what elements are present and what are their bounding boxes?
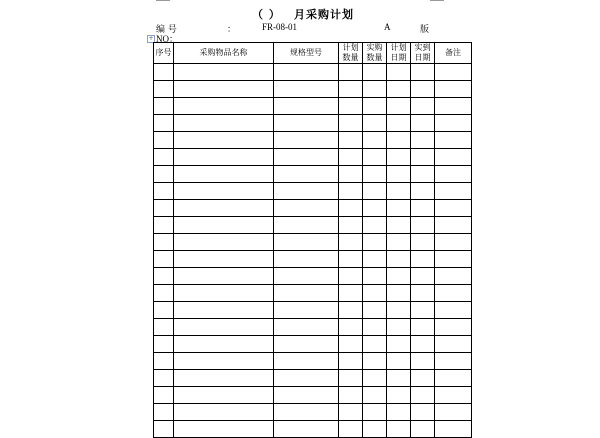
table-cell[interactable] bbox=[174, 200, 274, 217]
table-cell[interactable] bbox=[339, 81, 363, 98]
table-cell[interactable] bbox=[154, 200, 174, 217]
table-cell[interactable] bbox=[154, 81, 174, 98]
table-cell[interactable] bbox=[435, 115, 472, 132]
table-cell[interactable] bbox=[154, 387, 174, 404]
table-cell[interactable] bbox=[387, 421, 411, 438]
table-cell[interactable] bbox=[174, 353, 274, 370]
table-cell[interactable] bbox=[387, 234, 411, 251]
table-cell[interactable] bbox=[274, 268, 339, 285]
table-cell[interactable] bbox=[339, 234, 363, 251]
table-row bbox=[154, 183, 472, 200]
number-label: NO： bbox=[156, 34, 178, 44]
table-cell[interactable] bbox=[339, 166, 363, 183]
table-cell[interactable] bbox=[154, 251, 174, 268]
table-cell[interactable] bbox=[387, 64, 411, 81]
table-cell[interactable] bbox=[174, 319, 274, 336]
table-cell[interactable] bbox=[339, 421, 363, 438]
table-cell[interactable] bbox=[274, 251, 339, 268]
table-cell[interactable] bbox=[387, 268, 411, 285]
table-cell[interactable] bbox=[411, 200, 435, 217]
table-cell[interactable] bbox=[154, 353, 174, 370]
column-header: 计划日期 bbox=[387, 43, 411, 64]
table-cell[interactable] bbox=[274, 81, 339, 98]
table-cell[interactable] bbox=[154, 319, 174, 336]
table-cell[interactable] bbox=[274, 336, 339, 353]
table-cell[interactable] bbox=[435, 421, 472, 438]
table-cell[interactable] bbox=[174, 336, 274, 353]
code-value: FR-08-01 bbox=[262, 22, 298, 32]
table-cell[interactable] bbox=[411, 64, 435, 81]
code-separator: ： bbox=[227, 24, 237, 34]
table-cell[interactable] bbox=[339, 319, 363, 336]
table-cell[interactable] bbox=[387, 149, 411, 166]
table-cell[interactable] bbox=[274, 183, 339, 200]
table-row bbox=[154, 149, 472, 166]
table-row bbox=[154, 285, 472, 302]
table-cell[interactable] bbox=[435, 149, 472, 166]
table-cell[interactable] bbox=[387, 166, 411, 183]
table-cell[interactable] bbox=[339, 132, 363, 149]
table-row bbox=[154, 217, 472, 234]
table-row bbox=[154, 268, 472, 285]
table-cell[interactable] bbox=[363, 200, 387, 217]
table-cell[interactable] bbox=[363, 64, 387, 81]
table-cell[interactable] bbox=[363, 149, 387, 166]
table-cell[interactable] bbox=[435, 132, 472, 149]
table-row bbox=[154, 251, 472, 268]
table-cell[interactable] bbox=[435, 81, 472, 98]
table-row bbox=[154, 98, 472, 115]
table-cell[interactable] bbox=[274, 64, 339, 81]
table-cell[interactable] bbox=[435, 64, 472, 81]
table-row bbox=[154, 421, 472, 438]
table-cell[interactable] bbox=[387, 353, 411, 370]
table-cell[interactable] bbox=[154, 115, 174, 132]
table-cell[interactable] bbox=[363, 421, 387, 438]
table-cell[interactable] bbox=[363, 81, 387, 98]
table-cell[interactable] bbox=[174, 64, 274, 81]
table-cell[interactable] bbox=[154, 183, 174, 200]
table-cell[interactable] bbox=[363, 115, 387, 132]
table-cell[interactable] bbox=[174, 115, 274, 132]
table-row bbox=[154, 132, 472, 149]
table-cell[interactable] bbox=[174, 81, 274, 98]
table-cell[interactable] bbox=[274, 98, 339, 115]
table-cell[interactable] bbox=[387, 98, 411, 115]
table-cell[interactable] bbox=[274, 285, 339, 302]
table-cell[interactable] bbox=[174, 268, 274, 285]
table-cell[interactable] bbox=[411, 319, 435, 336]
table-cell[interactable] bbox=[363, 217, 387, 234]
table-cell[interactable] bbox=[411, 149, 435, 166]
table-cell[interactable] bbox=[435, 200, 472, 217]
table-cell[interactable] bbox=[174, 302, 274, 319]
table-cell[interactable] bbox=[154, 234, 174, 251]
table-cell[interactable] bbox=[154, 98, 174, 115]
table-cell[interactable] bbox=[174, 234, 274, 251]
table-cell[interactable] bbox=[154, 149, 174, 166]
table-cell[interactable] bbox=[435, 319, 472, 336]
table-cell[interactable] bbox=[435, 234, 472, 251]
table-cell[interactable] bbox=[435, 251, 472, 268]
table-cell[interactable] bbox=[387, 319, 411, 336]
table-cell[interactable] bbox=[174, 132, 274, 149]
table-cell[interactable] bbox=[154, 166, 174, 183]
code-label: 编 号 bbox=[156, 25, 177, 35]
column-header: 计划数量 bbox=[339, 43, 363, 64]
table-cell[interactable] bbox=[435, 217, 472, 234]
table-cell[interactable] bbox=[339, 98, 363, 115]
table-cell[interactable] bbox=[363, 166, 387, 183]
table-cell[interactable] bbox=[339, 404, 363, 421]
table-cell[interactable] bbox=[274, 421, 339, 438]
table-cell[interactable] bbox=[274, 370, 339, 387]
table-cell[interactable] bbox=[274, 132, 339, 149]
table-cell[interactable] bbox=[435, 302, 472, 319]
table-cell[interactable] bbox=[387, 183, 411, 200]
table-row bbox=[154, 200, 472, 217]
table-row bbox=[154, 115, 472, 132]
table-cell[interactable] bbox=[174, 183, 274, 200]
table-cell[interactable] bbox=[411, 98, 435, 115]
table-cell[interactable] bbox=[154, 421, 174, 438]
table-cell[interactable] bbox=[435, 285, 472, 302]
table-cell[interactable] bbox=[174, 370, 274, 387]
table-cell[interactable] bbox=[363, 132, 387, 149]
table-row bbox=[154, 336, 472, 353]
title-month-blank: （ ） bbox=[252, 8, 281, 21]
table-cell[interactable] bbox=[174, 98, 274, 115]
table-cell[interactable] bbox=[363, 387, 387, 404]
table-cell[interactable] bbox=[274, 149, 339, 166]
table-cell[interactable] bbox=[363, 268, 387, 285]
table-cell[interactable] bbox=[339, 183, 363, 200]
column-header: 实购数量 bbox=[363, 43, 387, 64]
page-corner-mark bbox=[156, 0, 170, 1]
table-cell[interactable] bbox=[363, 98, 387, 115]
table-cell[interactable] bbox=[387, 200, 411, 217]
table-row bbox=[154, 404, 472, 421]
table-cell[interactable] bbox=[174, 387, 274, 404]
column-header: 实到日期 bbox=[411, 43, 435, 64]
table-cell[interactable] bbox=[339, 217, 363, 234]
table-cell[interactable] bbox=[274, 234, 339, 251]
table-cell[interactable] bbox=[411, 387, 435, 404]
table-cell[interactable] bbox=[154, 370, 174, 387]
table-cell[interactable] bbox=[154, 404, 174, 421]
table-cell[interactable] bbox=[411, 370, 435, 387]
column-header: 序号 bbox=[154, 43, 174, 64]
table-body bbox=[154, 64, 472, 438]
table-cell[interactable] bbox=[387, 302, 411, 319]
title-text: 月采购计划 bbox=[294, 8, 354, 21]
table-header-row bbox=[154, 43, 472, 64]
table-cell[interactable] bbox=[363, 336, 387, 353]
table-cell[interactable] bbox=[387, 251, 411, 268]
table-row bbox=[154, 234, 472, 251]
table-cell[interactable] bbox=[363, 302, 387, 319]
table-cell[interactable] bbox=[411, 268, 435, 285]
table-cell[interactable] bbox=[411, 217, 435, 234]
table-cell[interactable] bbox=[339, 64, 363, 81]
table-cell[interactable] bbox=[339, 353, 363, 370]
table-cell[interactable] bbox=[411, 115, 435, 132]
table-row bbox=[154, 166, 472, 183]
table-cell[interactable] bbox=[363, 285, 387, 302]
table-cell[interactable] bbox=[174, 149, 274, 166]
table-cell[interactable] bbox=[154, 285, 174, 302]
table-cell[interactable] bbox=[387, 115, 411, 132]
table-cell[interactable] bbox=[387, 217, 411, 234]
column-header: 规格型号 bbox=[274, 43, 339, 64]
table-cell[interactable] bbox=[274, 302, 339, 319]
table-cell[interactable] bbox=[411, 81, 435, 98]
table-cell[interactable] bbox=[387, 132, 411, 149]
table-cell[interactable] bbox=[435, 98, 472, 115]
table-cell[interactable] bbox=[387, 81, 411, 98]
table-cell[interactable] bbox=[339, 302, 363, 319]
table-cell[interactable] bbox=[274, 115, 339, 132]
version-value: A bbox=[384, 22, 391, 32]
table-cell[interactable] bbox=[339, 268, 363, 285]
table-cell[interactable] bbox=[154, 132, 174, 149]
table-cell[interactable] bbox=[411, 251, 435, 268]
table-cell[interactable] bbox=[411, 336, 435, 353]
table-cell[interactable] bbox=[411, 302, 435, 319]
table-cell[interactable] bbox=[363, 183, 387, 200]
table-cell[interactable] bbox=[363, 319, 387, 336]
table-cell[interactable] bbox=[435, 353, 472, 370]
table-cell[interactable] bbox=[435, 183, 472, 200]
table-row bbox=[154, 353, 472, 370]
table-cell[interactable] bbox=[363, 251, 387, 268]
table-row bbox=[154, 81, 472, 98]
table-cell[interactable] bbox=[363, 370, 387, 387]
table-cell[interactable] bbox=[435, 336, 472, 353]
column-header: 备注 bbox=[435, 43, 472, 64]
table-cell[interactable] bbox=[154, 302, 174, 319]
table-cell[interactable] bbox=[339, 285, 363, 302]
table-cell[interactable] bbox=[363, 234, 387, 251]
table-cell[interactable] bbox=[435, 370, 472, 387]
table-cell[interactable] bbox=[339, 200, 363, 217]
purchase-plan-table bbox=[153, 42, 472, 438]
table-cell[interactable] bbox=[435, 404, 472, 421]
version-label: 版 bbox=[420, 25, 430, 35]
table-cell[interactable] bbox=[411, 234, 435, 251]
table-cell[interactable] bbox=[274, 166, 339, 183]
table-cell[interactable] bbox=[174, 166, 274, 183]
table-cell[interactable] bbox=[274, 353, 339, 370]
table-cell[interactable] bbox=[154, 268, 174, 285]
table-cell[interactable] bbox=[387, 285, 411, 302]
table-cell[interactable] bbox=[435, 268, 472, 285]
table-cell[interactable] bbox=[339, 370, 363, 387]
table-row bbox=[154, 387, 472, 404]
table-cell[interactable] bbox=[411, 404, 435, 421]
table-cell[interactable] bbox=[339, 336, 363, 353]
table-cell[interactable] bbox=[435, 387, 472, 404]
table-cell[interactable] bbox=[154, 217, 174, 234]
table-cell[interactable] bbox=[363, 404, 387, 421]
table-row bbox=[154, 302, 472, 319]
table-cell[interactable] bbox=[174, 285, 274, 302]
table-cell[interactable] bbox=[174, 251, 274, 268]
table-cell[interactable] bbox=[411, 285, 435, 302]
table-cell[interactable] bbox=[411, 166, 435, 183]
table-row bbox=[154, 370, 472, 387]
table-cell[interactable] bbox=[274, 387, 339, 404]
table-cell[interactable] bbox=[274, 404, 339, 421]
table-cell[interactable] bbox=[274, 319, 339, 336]
table-cell[interactable] bbox=[339, 251, 363, 268]
page-corner-mark bbox=[430, 0, 444, 1]
table-cell[interactable] bbox=[154, 336, 174, 353]
table-cell[interactable] bbox=[411, 421, 435, 438]
table-cell[interactable] bbox=[339, 149, 363, 166]
table-row bbox=[154, 64, 472, 81]
table-cell[interactable] bbox=[387, 387, 411, 404]
table-cell[interactable] bbox=[363, 353, 387, 370]
table-cell[interactable] bbox=[387, 404, 411, 421]
table-cell[interactable] bbox=[435, 166, 472, 183]
table-cell[interactable] bbox=[274, 217, 339, 234]
table-cell[interactable] bbox=[174, 404, 274, 421]
table-cell[interactable] bbox=[411, 183, 435, 200]
table-cell[interactable] bbox=[387, 336, 411, 353]
table-cell[interactable] bbox=[411, 353, 435, 370]
table-cell[interactable] bbox=[274, 200, 339, 217]
table-cell[interactable] bbox=[154, 64, 174, 81]
column-header: 采购物品名称 bbox=[174, 43, 274, 64]
table-cell[interactable] bbox=[174, 421, 274, 438]
table-cell[interactable] bbox=[174, 217, 274, 234]
table-row bbox=[154, 319, 472, 336]
table-cell[interactable] bbox=[339, 115, 363, 132]
table-cell[interactable] bbox=[411, 132, 435, 149]
table-cell[interactable] bbox=[387, 370, 411, 387]
table-move-handle-icon[interactable]: + bbox=[148, 35, 154, 42]
table-cell[interactable] bbox=[339, 387, 363, 404]
